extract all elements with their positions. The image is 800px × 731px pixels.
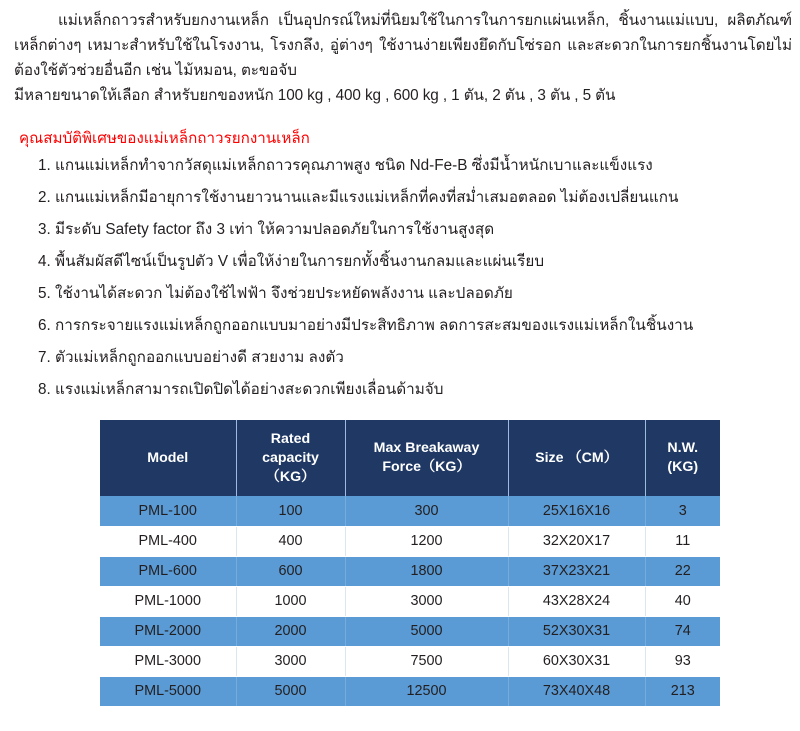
list-item: 7. ตัวแม่เหล็กถูกออกแบบอย่างดี สวยงาม ลงตัว [38,349,344,366]
cell-force: 5000 [345,616,508,646]
cell-size: 25X16X16 [508,496,645,526]
table-row [100,586,720,616]
spec-table [100,420,720,706]
features-heading: คุณสมบัติพิเศษของแม่เหล็กถาวรยกงานเหล็ก [19,130,310,147]
cell-model: PML-1000 [100,586,236,616]
cell-force: 1800 [345,556,508,586]
list-item: 8. แรงแม่เหล็กสามารถเปิดปิดได้อย่างสะดวกเพียงเลื่อนด้ามจับ [38,381,444,398]
cell-model: PML-600 [100,556,236,586]
cell-rated: 2000 [236,616,345,646]
cell-nw: 74 [645,616,720,646]
header-line: capacity [262,449,319,466]
cell-size: 37X23X21 [508,556,645,586]
cell-model: PML-5000 [100,676,236,706]
cell-model: PML-3000 [100,646,236,676]
cell-nw: 40 [645,586,720,616]
cell-model: PML-2000 [100,616,236,646]
cell-rated: 1000 [236,586,345,616]
intro-sizes-line: มีหลายขนาดให้เลือก สำหรับยกของหนัก 100 kg , 400 kg , 600 kg , 1 ตัน, 2 ตัน , 3 ตัน , 5 ตัน [14,87,616,104]
table-row [100,526,720,556]
cell-rated: 400 [236,526,345,556]
table-row [100,496,720,526]
cell-model: PML-400 [100,526,236,556]
header-line: (KG) [667,459,699,475]
cell-rated: 5000 [236,676,345,706]
header-line: Model [147,449,189,466]
list-item: 2. แกนแม่เหล็กมีอายุการใช้งานยาวนานและมีแรงแม่เหล็กที่คงที่สม่ำเสมอตลอด ไม่ต้องเปลี่ยนแกน [38,189,679,206]
header-line: Max Breakaway [373,440,480,456]
column-header-max-breakaway-force [345,420,508,496]
header-line: N.W. [667,440,699,456]
cell-nw: 93 [645,646,720,676]
table-row [100,556,720,586]
table-header [100,420,720,496]
cell-size: 43X28X24 [508,586,645,616]
header-line: Force（KG） [382,459,471,475]
intro-paragraph: แม่เหล็กถาวรสำหรับยกงานเหล็ก เป็นอุปกรณ์ใหม่ที่นิยมใช้ในการในการยกแผ่นเหล็ก, ชิ้นงานแม่แบบ, ผลิตภัณฑ์เหล็กต่างๆ เหมาะสำหรับใช้ในโรงงาน, โรงกลึง, อู่ต่างๆ ใช้งานง่ายเพียงยึดกับโซ่รอก และสะดวกในการยกชิ้นงานโดยไม่ต้องใช้ตัวช่วยอื่นอีก เช่น ไม้หมอน, ตะขอจับ [14,12,792,79]
table-row [100,676,720,706]
spec-table-container [100,420,720,706]
cell-nw: 11 [645,526,720,556]
cell-size: 60X30X31 [508,646,645,676]
table-header-row [100,420,720,496]
cell-size: 52X30X31 [508,616,645,646]
list-item: 1. แกนแม่เหล็กทำจากวัสดุแม่เหล็กถาวรคุณภาพสูง ชนิด Nd-Fe-B ซึ่งมีน้ำหนักเบาและแข็งแรง [38,157,653,174]
cell-nw: 213 [645,676,720,706]
cell-force: 3000 [345,586,508,616]
cell-force: 12500 [345,676,508,706]
list-item: 6. การกระจายแรงแม่เหล็กถูกออกแบบมาอย่างมีประสิทธิภาพ ลดการสะสมของแรงแม่เหล็กในชิ้นงาน [38,317,694,334]
cell-nw: 22 [645,556,720,586]
cell-force: 7500 [345,646,508,676]
cell-force: 1200 [345,526,508,556]
table-body [100,496,720,706]
intro-section [14,8,792,108]
list-item: 3. มีระดับ Safety factor ถึง 3 เท่า ให้ความปลอดภัยในการใช้งานสูงสุด [38,221,495,238]
column-header-model [100,420,236,496]
cell-size: 73X40X48 [508,676,645,706]
features-list [38,156,778,412]
header-line: （KG） [265,468,316,485]
cell-rated: 600 [236,556,345,586]
cell-rated: 100 [236,496,345,526]
cell-model: PML-100 [100,496,236,526]
cell-force: 300 [345,496,508,526]
cell-size: 32X20X17 [508,526,645,556]
list-item: 5. ใช้งานได้สะดวก ไม่ต้องใช้ไฟฟ้า จึงช่วยประหยัดพลังงาน และปลอดภัย [38,285,513,302]
column-header-rated-capacity [236,420,345,496]
list-item: 4. พื้นสัมผัสดีไซน์เป็นรูปตัว V เพื่อให้ง่ายในการยกทั้งชิ้นงานกลมและแผ่นเรียบ [38,253,545,270]
column-header-net-weight [645,420,720,496]
column-header-size [508,420,645,496]
header-line: Size （CM） [535,449,618,466]
header-line: Rated [270,430,311,447]
table-row [100,616,720,646]
table-row [100,646,720,676]
cell-rated: 3000 [236,646,345,676]
cell-nw: 3 [645,496,720,526]
